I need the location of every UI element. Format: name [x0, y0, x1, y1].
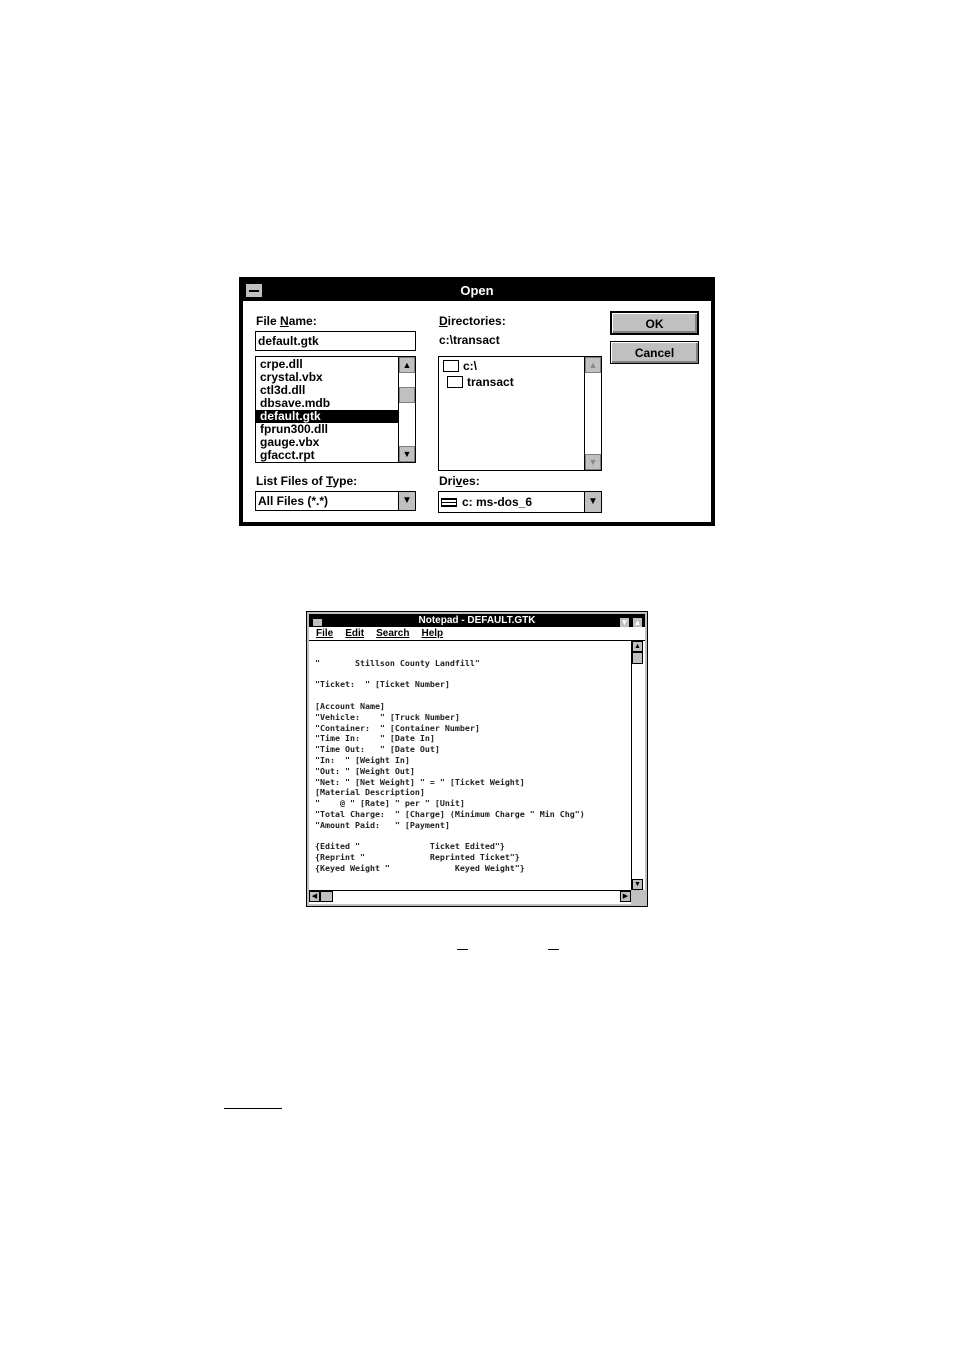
text-line: " @ " [Rate] " per " [Unit] [315, 798, 465, 809]
menu-help[interactable]: Help [421, 628, 444, 639]
size-box [634, 893, 645, 904]
dialog-titlebar[interactable] [243, 281, 711, 301]
file-list-item[interactable]: crpe.dll [260, 357, 303, 371]
drives-label: Drives: [439, 474, 480, 488]
file-list-scrollbar[interactable] [398, 357, 415, 462]
notepad-window [306, 611, 648, 907]
dropdown-arrow-icon[interactable]: ▼ [398, 492, 415, 510]
text-line: "Total Charge: " [Charge] (Minimum Charge " Min Chg") [315, 808, 585, 819]
list-files-type-label: List Files of Type: [256, 474, 358, 488]
ok-button[interactable]: OK [610, 311, 699, 335]
file-type-value: All Files (*.*) [258, 494, 329, 508]
scroll-up-icon[interactable]: ▲ [632, 641, 643, 652]
drives-select[interactable] [438, 491, 602, 513]
text-line: "In: " [Weight In] [315, 754, 410, 765]
file-list-item[interactable]: fprun300.dll [260, 422, 329, 436]
notepad-horizontal-scrollbar[interactable] [309, 890, 631, 904]
directories-label: Directories: [439, 314, 506, 328]
open-dialog [239, 277, 715, 526]
scroll-up-icon[interactable]: ▲ [585, 357, 601, 373]
dir-label: transact [467, 375, 514, 389]
text-line: "Vehicle: " [Truck Number] [315, 711, 460, 722]
scroll-down-icon[interactable]: ▼ [632, 879, 643, 890]
dropdown-arrow-icon[interactable]: ▼ [584, 492, 601, 512]
scroll-thumb[interactable] [632, 652, 643, 664]
dialog-title: Open [460, 283, 494, 298]
text-line: [Material Description] [315, 787, 425, 798]
drives-value: c: ms-dos_6 [462, 495, 533, 509]
scroll-thumb[interactable] [399, 387, 415, 403]
text-line: " Stillson County Landfill" [315, 657, 480, 668]
scroll-left-icon[interactable]: ◀ [309, 891, 320, 902]
text-line [315, 690, 631, 701]
notepad-title: Notepad - DEFAULT.GTK [418, 615, 536, 626]
text-line [315, 669, 631, 680]
system-menu-icon[interactable] [245, 283, 263, 298]
open-dialog-body [243, 281, 711, 522]
open-folder-icon [443, 360, 459, 372]
underline-mark [224, 1108, 282, 1109]
text-line: {Edited " Ticket Edited"} [315, 841, 505, 852]
file-list-item[interactable]: dbsave.mdb [260, 396, 331, 410]
underline-mark [548, 949, 559, 950]
file-list-item[interactable]: crystal.vbx [260, 370, 323, 384]
notepad-menubar [309, 627, 645, 641]
text-line: "Ticket: " [Ticket Number] [315, 679, 450, 690]
menu-file[interactable]: File [316, 628, 334, 639]
scroll-down-icon[interactable]: ▼ [399, 446, 415, 462]
system-menu-icon[interactable] [312, 618, 323, 627]
directory-scrollbar[interactable] [584, 357, 601, 470]
dir-item-root[interactable] [443, 358, 601, 374]
notepad-text-area[interactable] [309, 641, 631, 890]
scroll-right-icon[interactable]: ▶ [620, 891, 631, 902]
file-list-item[interactable]: gfacct.rpt [260, 448, 315, 462]
file-name-label: File Name: [256, 314, 317, 328]
dir-item-transact[interactable] [443, 374, 601, 390]
maximize-icon[interactable]: ▲ [633, 618, 642, 627]
text-line: {Reprint " Reprinted Ticket"} [315, 852, 520, 863]
notepad-vertical-scrollbar[interactable] [631, 641, 645, 890]
menu-search[interactable]: Search [376, 628, 410, 639]
dir-label: c:\ [463, 359, 478, 373]
scroll-thumb[interactable] [320, 891, 333, 902]
drive-icon [441, 498, 457, 507]
text-line: {Keyed Weight " Keyed Weight"} [315, 862, 525, 873]
file-list-item[interactable]: default.gtk [256, 410, 399, 423]
open-folder-icon [447, 376, 463, 388]
underline-mark [457, 949, 468, 950]
file-list-item[interactable]: ctl3d.dll [260, 383, 306, 397]
scroll-up-icon[interactable]: ▲ [399, 357, 415, 373]
file-name-input[interactable]: default.gtk [255, 331, 416, 351]
file-list[interactable] [255, 356, 416, 463]
notepad-titlebar[interactable] [309, 614, 645, 627]
minimize-icon[interactable]: ▼ [620, 618, 629, 627]
text-line: "Time In: " [Date In] [315, 733, 435, 744]
file-list-item[interactable]: gauge.vbx [260, 435, 320, 449]
text-line [315, 831, 631, 842]
cancel-button[interactable]: Cancel [610, 341, 699, 364]
file-type-select[interactable] [255, 491, 416, 511]
menu-edit[interactable]: Edit [345, 628, 365, 639]
scroll-down-icon[interactable]: ▼ [585, 454, 601, 470]
text-line: [Account Name] [315, 700, 385, 711]
text-line [315, 647, 631, 658]
text-line: "Out: " [Weight Out] [315, 765, 415, 776]
text-line: "Net: " [Net Weight] " = " [Ticket Weight] [315, 776, 525, 787]
directory-tree[interactable] [438, 356, 602, 471]
text-line: "Amount Paid: " [Payment] [315, 819, 450, 830]
text-line: "Container: " [Container Number] [315, 722, 480, 733]
text-line: "Time Out: " [Date Out] [315, 744, 440, 755]
current-directory: c:\transact [439, 333, 500, 347]
